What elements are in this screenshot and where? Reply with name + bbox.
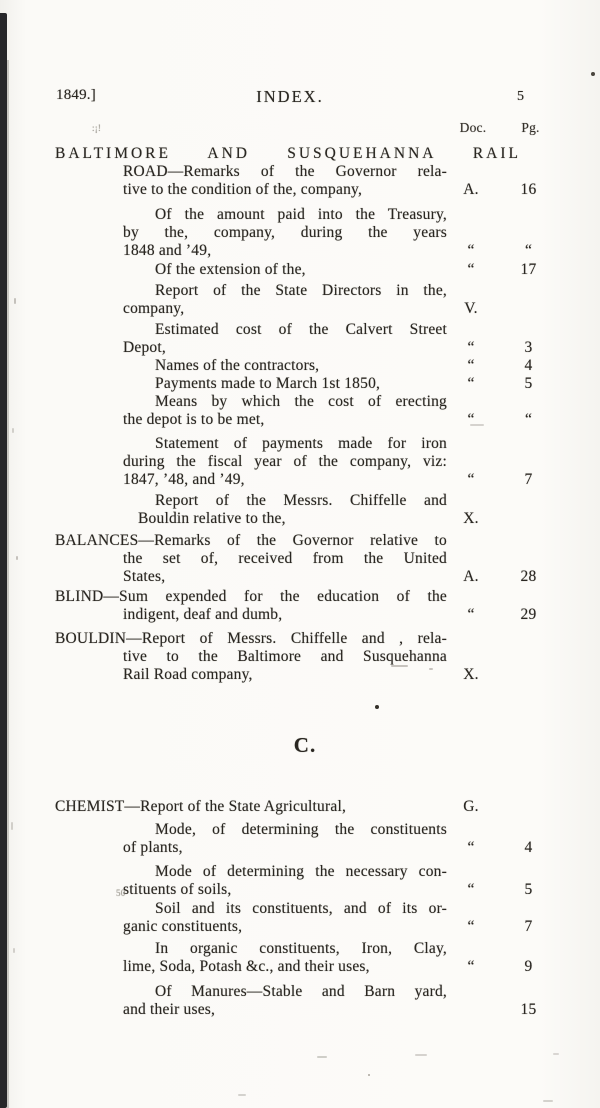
index-entry xyxy=(55,492,567,528)
entry-line: Bouldin relative to the, xyxy=(138,510,286,527)
scan-artifact xyxy=(543,1100,553,1102)
pg-column-header: Pg. xyxy=(521,120,540,135)
entry-line: ganic constituents, xyxy=(123,918,243,935)
index-entry xyxy=(55,321,567,357)
doc-column-value: A. xyxy=(463,568,479,585)
index-entry xyxy=(55,393,567,429)
doc-column-value: “ xyxy=(467,375,475,392)
folio-number: 5 xyxy=(517,89,525,104)
page-column-value: 7 xyxy=(524,471,533,488)
doc-column-value: “ xyxy=(467,881,475,898)
index-entry xyxy=(55,145,567,199)
entry-line: Mode, of determining the constituents xyxy=(155,821,447,838)
doc-column-value: “ xyxy=(467,918,475,935)
doc-column-header: Doc. xyxy=(459,120,487,135)
scan-artifact xyxy=(238,1094,246,1096)
year-label: 1849.] xyxy=(56,87,96,103)
entry-line: Of the extension of the, xyxy=(155,261,306,278)
page-column-value: 28 xyxy=(520,568,537,585)
doc-column-value: A. xyxy=(463,181,479,198)
page-column-value: 16 xyxy=(520,181,537,198)
scan-artifact xyxy=(368,1074,370,1076)
entry-line: BLIND—Sum expended for the education of the xyxy=(55,588,447,605)
entry-line: Depot, xyxy=(123,339,166,356)
entry-line: and their uses, xyxy=(123,1001,216,1018)
index-entry xyxy=(55,983,567,1019)
page-column-value: 5 xyxy=(524,375,533,392)
page-column-value: 4 xyxy=(524,839,533,856)
entry-line: Soil and its constituents, and of its or- xyxy=(155,900,447,917)
entry-line: lime, Soda, Potash &c., and their uses, xyxy=(123,958,370,975)
entry-line: Names of the contractors, xyxy=(155,357,320,374)
index-entry xyxy=(55,261,567,279)
entry-line: tive to the condition of the, company, xyxy=(123,181,363,198)
scan-artifact xyxy=(13,948,15,953)
entry-line: of plants, xyxy=(123,839,183,856)
entry-line: Payments made to March 1st 1850, xyxy=(155,375,381,392)
entry-line: stituents of soils, xyxy=(123,881,232,898)
entry-line: Report of the State Directors in the, xyxy=(155,282,447,299)
page-column-value: 15 xyxy=(520,1001,537,1018)
index-entry xyxy=(55,532,567,586)
entry-line: Estimated cost of the Calvert Street xyxy=(155,321,447,338)
scan-artifact xyxy=(11,822,13,830)
index-entry xyxy=(55,435,567,489)
doc-column-value: “ xyxy=(467,339,475,356)
doc-column-value: “ xyxy=(467,261,475,278)
entry-line: tive to the Baltimore and Susquehanna xyxy=(123,648,447,665)
doc-column-value: “ xyxy=(467,411,475,428)
scan-artifact xyxy=(12,428,14,433)
index-entry xyxy=(55,375,567,393)
doc-column-value: “ xyxy=(467,242,475,259)
entry-line: Mode of determining the necessary con- xyxy=(155,863,447,880)
entry-line: indigent, deaf and dumb, xyxy=(123,606,283,623)
scan-gutter-shadow xyxy=(0,13,7,1108)
doc-column-value: “ xyxy=(467,357,475,374)
entry-line: Of the amount paid into the Treasury, xyxy=(155,206,447,223)
entry-line: BALTIMORE AND SUSQUEHANNA RAIL xyxy=(55,145,521,162)
scan-artifact xyxy=(553,1053,559,1055)
page-column-value: “ xyxy=(524,411,533,428)
masthead xyxy=(0,87,600,107)
page-column-value: 3 xyxy=(524,339,533,356)
entry-line: In organic constituents, Iron, Clay, xyxy=(155,940,447,957)
scan-artifact xyxy=(317,1056,327,1058)
scan-gutter-edge xyxy=(7,60,9,1108)
scan-artifact xyxy=(415,1054,427,1056)
doc-column-value: G. xyxy=(463,798,479,815)
entry-line: by the, company, during the years xyxy=(123,224,447,241)
doc-column-value: X. xyxy=(463,510,479,527)
entry-line: the set of, received from the United xyxy=(123,550,447,567)
entry-line: ROAD—Remarks of the Governor rela- xyxy=(123,163,447,180)
entry-line: BOULDIN—Report of Messrs. Chiffelle and , rela- xyxy=(55,630,447,647)
entry-line: Of Manures—Stable and Barn yard, xyxy=(155,983,447,1000)
page-column-value: 4 xyxy=(524,357,533,374)
doc-column-value: “ xyxy=(467,839,475,856)
page-column-value: “ xyxy=(524,242,533,259)
index-entry xyxy=(55,940,567,976)
entry-line: Report of the Messrs. Chiffelle and xyxy=(155,492,447,509)
index-entry xyxy=(55,282,567,318)
scan-artifact xyxy=(14,298,16,304)
index-entry xyxy=(55,900,567,936)
index-content xyxy=(55,145,567,1019)
scan-artifact: 50 xyxy=(116,888,126,898)
page-column-value: 29 xyxy=(520,606,537,623)
page-column-value: 7 xyxy=(524,918,533,935)
entry-line: during the fiscal year of the company, viz: xyxy=(123,453,447,470)
page-column-value: 17 xyxy=(520,261,537,278)
index-entry xyxy=(55,821,567,857)
index-entry xyxy=(55,798,567,816)
scan-artifact xyxy=(591,72,595,76)
column-headers xyxy=(449,120,564,136)
doc-column-value: “ xyxy=(467,958,475,975)
index-entry xyxy=(55,588,567,624)
entry-line: company, xyxy=(123,300,185,317)
index-entry xyxy=(55,357,567,375)
entry-line: the depot is to be met, xyxy=(123,411,265,428)
page-column-value: 5 xyxy=(524,881,533,898)
page-title: INDEX. xyxy=(256,87,324,106)
section-heading-c: C. xyxy=(293,733,317,757)
doc-column-value: V. xyxy=(464,300,478,317)
doc-column-value: “ xyxy=(467,606,475,623)
scan-artifact xyxy=(16,556,18,560)
doc-column-value: X. xyxy=(463,666,479,683)
scan-artifact: :¡! xyxy=(92,123,102,133)
entry-line: Means by which the cost of erecting xyxy=(155,393,447,410)
entry-line: Rail Road company, xyxy=(123,666,253,683)
entry-line: 1847, ’48, and ’49, xyxy=(123,471,245,488)
doc-column-value: “ xyxy=(467,471,475,488)
entry-line: States, xyxy=(123,568,166,585)
entry-line: BALANCES—Remarks of the Governor relative to xyxy=(55,532,447,549)
index-entry xyxy=(55,863,567,899)
page-column-value: 9 xyxy=(524,958,533,975)
entry-line: 1848 and ’49, xyxy=(123,242,212,259)
entry-line: Statement of payments made for iron xyxy=(155,435,447,452)
index-entry xyxy=(55,206,567,260)
entry-line: CHEMIST—Report of the State Agricultural, xyxy=(55,798,347,815)
index-entry xyxy=(55,630,567,684)
